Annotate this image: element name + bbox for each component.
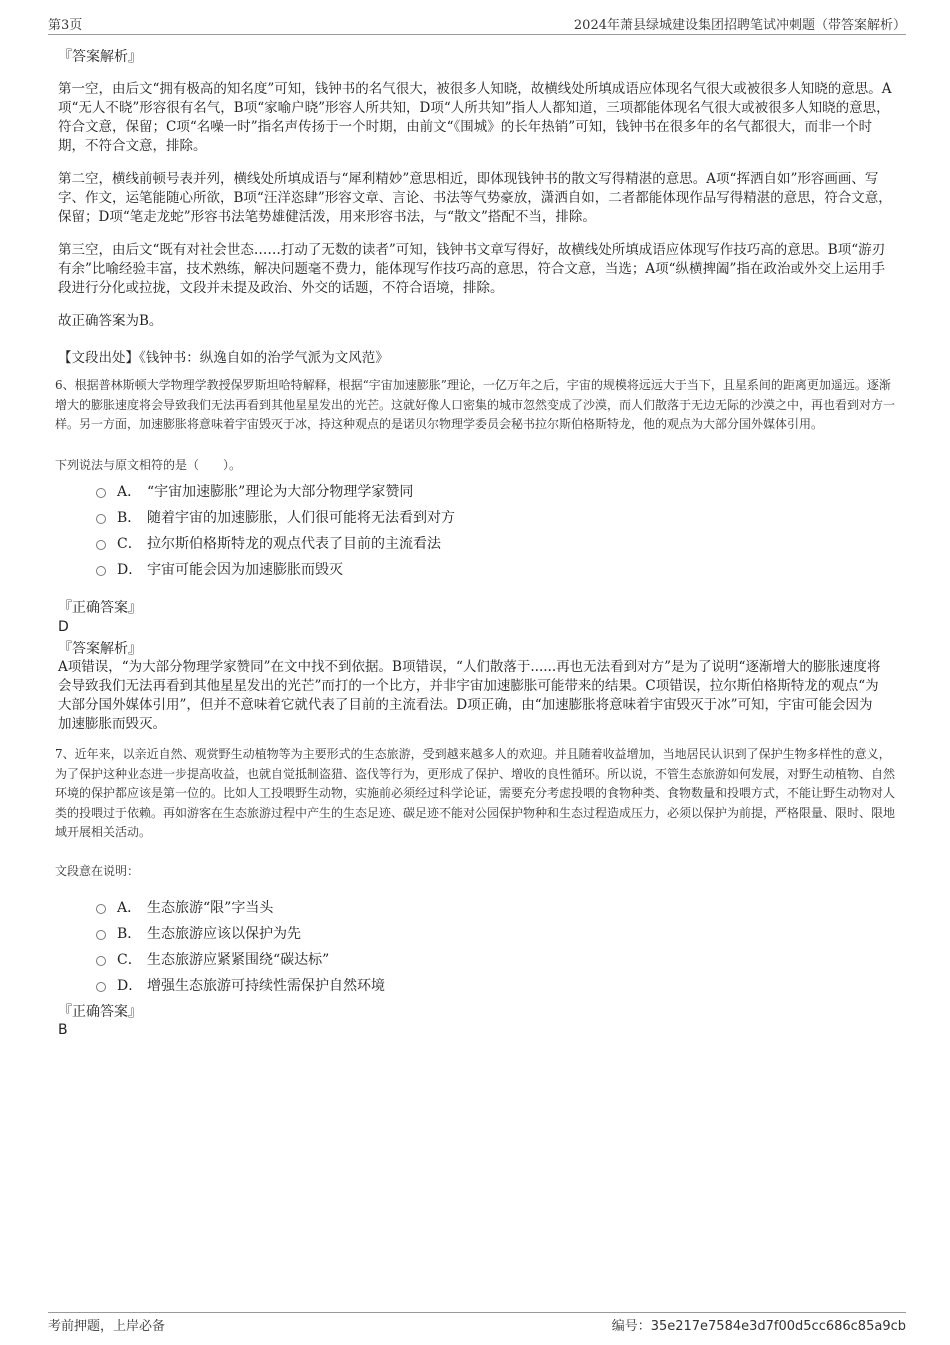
option-letter: B． [117,926,142,942]
option-c[interactable] [96,530,876,556]
option-text: 拉尔斯伯格斯特龙的观点代表了目前的主流看法 [147,536,441,552]
option-text: 生态旅游应紧紧围绕“碳达标” [147,952,330,968]
option-text: 宇宙可能会因为加速膨胀而毁灭 [147,562,343,578]
correct-answer-label: 『正确答案』 [58,600,142,616]
radio-icon[interactable] [96,566,106,576]
analysis-paragraph: 第三空，由后文“既有对社会世态……打动了无数的读者”可知，钱钟书文章写得好，故横线处所填成语应体现写作技巧高的意思。B项“游刃有余”比喻经验丰富，技术熟练，解决问题毫不费力，能体现写作技巧高的意思，符合文意，当选；A项“纵横捭阖”指在政治或外交上运用手段进行分化或拉拢，文段并未提及政治、外交的话题，不符合语境，排除。 [58,242,886,296]
question-6-analysis: A项错误，“为大部分物理学家赞同”在文中找不到依据。B项错误，“人们散落于......再也无法看到对方”是为了说明“逐渐增大的膨胀速度将会导致我们无法再看到其他星星发出的光芒”而打的一个比方，并非宇宙加速膨胀可能带来的结果。C项错误，拉尔斯伯格斯特龙的观点“为大部分国外媒体引用”，但并不意味着它就代表了目前的主流看法。D项正确，由“加速膨胀将意味着宇宙毁灭于冰”可知，宇宙可能会因为加速膨胀而毁灭。 [58,659,881,732]
radio-icon[interactable] [96,930,106,940]
source-citation: 【文段出处】《钱钟书：纵逸自如的治学气派为文风范》 [58,350,389,366]
analysis-label-top: 『答案解析』 [58,49,142,65]
option-letter: A． [117,900,142,916]
analysis-paragraph: 第二空，横线前顿号表并列，横线处所填成语与“犀利精妙”意思相近，即体现钱钟书的散文写得精湛的意思。A项“挥洒自如”形容画画、写字、作文，运笔能随心所欲，B项“汪洋恣肆”形容文章、言论、书法等气势豪放，潇洒自如，二者都能体现作品写得精湛的意思，符合文意，保留；D项“笔走龙蛇”形容书法笔势雄健活泼，用来形容书法，与“散文”搭配不当，排除。 [58,171,892,225]
option-letter: C． [117,536,142,552]
page-header [48,14,906,35]
analysis-paragraph: 第一空，由后文“拥有极高的知名度”可知，钱钟书的名气很大，被很多人知晓，故横线处所填成语应体现名气很大或被很多人知晓的意思。A项“无人不晓”形容很有名气，B项“家喻户晓”形容人所共知，D项“人所共知”指人人都知道，三项都能体现名气很大或被很多人知晓的意思，符合文意，保留；C项“名噪一时”指名声传扬于一个时期，由前文“《围城》的长年热销”可知，钱钟书在很多年的名气都很大，而非一个时期，不符合文意，排除。 [58,81,892,154]
question-6-prompt: 下列说法与原文相符的是（ ）。 [55,458,242,472]
question-7-prompt: 文段意在说明： [55,864,140,878]
page-number: 第3页 [48,18,83,33]
option-letter: B． [117,510,142,526]
option-letter: C． [117,952,142,968]
option-b[interactable] [96,504,876,530]
option-a[interactable] [96,478,876,504]
analysis-label: 『答案解析』 [58,641,142,657]
document-title: 2024年萧县绿城建设集团招聘笔试冲刺题（带答案解析） [573,18,906,33]
radio-icon[interactable] [96,982,106,992]
correct-answer: B [58,1022,68,1038]
option-text: 增强生态旅游可持续性需保护自然环境 [147,978,385,994]
question-7-options [96,894,876,998]
correct-answer-label: 『正确答案』 [58,1004,142,1020]
answer-conclusion: 故正确答案为B。 [58,313,163,329]
document-id: 编号：35e217e7584e3d7f00d5cc686c85a9cb [611,1319,906,1334]
analysis-block-top [58,80,894,382]
question-7-stem: 7、近年来，以亲近自然、观赏野生动植物等为主要形式的生态旅游，受到越来越多人的欢迎。并且随着收益增加，当地居民认识到了保护生物多样性的意义，为了保护这种业态进一步提高收益，也就自觉抵制盗猎、盗伐等行为，更形成了保护、增收的良性循环。所以说，不管生态旅游如何发展，对野生动植物、自然环境的保护都应该是第一位的。比如人工投喂野生动物，实施前必须经过科学论证，需要充分考虑投喂的食物种类、食物数量和投喂方式，不能让野生动物对人类的投喂过于依赖。再如游客在生态旅游过程中产生的生态足迹、碳足迹不能对公园保护物种和生态过程造成压力，必须以保护为前提，严格限量、限时、限地域开展相关活动。 [55,747,896,839]
option-c[interactable] [96,946,876,972]
option-text: 随着宇宙的加速膨胀，人们很可能将无法看到对方 [147,510,455,526]
option-text: “宇宙加速膨胀”理论为大部分物理学家赞同 [147,484,414,500]
radio-icon[interactable] [96,514,106,524]
question-6-options [96,478,876,582]
radio-icon[interactable] [96,540,106,550]
option-letter: D． [117,978,143,994]
question-6-stem: 6、根据普林斯顿大学物理学教授保罗斯坦哈特解释，根据“宇宙加速膨胀”理论，一亿万年之后，宇宙的规模将远远大于当下，且星系间的距离更加遥远。逐渐增大的膨胀速度将会导致我们无法再看到其他星星发出的光芒。这就好像人口密集的城市忽然变成了沙漠，而人们散落于无边无际的沙漠之中，再也看到对方一样。另一方面，加速膨胀将意味着宇宙毁灭于冰，持这种观点的是诺贝尔物理学委员会秘书拉尔斯伯格斯特龙，他的观点为大部分国外媒体引用。 [55,378,896,431]
footer-slogan: 考前押题，上岸必备 [48,1319,166,1334]
correct-answer: D [58,619,69,635]
page-footer [48,1312,906,1333]
radio-icon[interactable] [96,488,106,498]
option-d[interactable] [96,556,876,582]
option-letter: A． [117,484,142,500]
option-text: 生态旅游应该以保护为先 [147,926,301,942]
option-text: 生态旅游“限”字当头 [147,900,274,916]
option-letter: D． [117,562,143,578]
radio-icon[interactable] [96,904,106,914]
option-b[interactable] [96,920,876,946]
radio-icon[interactable] [96,956,106,966]
option-d[interactable] [96,972,876,998]
option-a[interactable] [96,894,876,920]
